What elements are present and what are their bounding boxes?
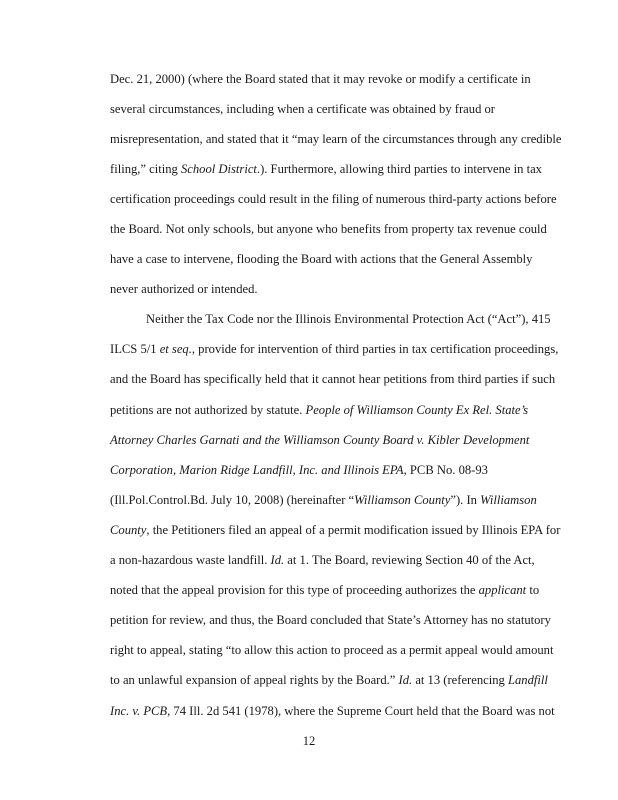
text-line: filing,” citing School District.). Furthermore, allowing third parties to intervene in tax bbox=[110, 162, 542, 176]
text-line: never authorized or intended. bbox=[110, 282, 258, 296]
text-line: County, the Petitioners filed an appeal of a permit modification issued by Illinois EPA for bbox=[110, 523, 561, 537]
text-line: petitions are not authorized by statute. People of Williamson County Ex Rel. State’s bbox=[110, 403, 529, 417]
text-line: several circumstances, including when a certificate was obtained by fraud or bbox=[110, 102, 496, 116]
text-line: misrepresentation, and stated that it “may learn of the circumstances through any credible bbox=[110, 132, 562, 146]
text-line: a non-hazardous waste landfill. Id. at 1. The Board, reviewing Section 40 of the Act, bbox=[110, 553, 535, 567]
text-line: the Board. Not only schools, but anyone who benefits from property tax revenue could bbox=[110, 222, 547, 236]
text-line: Dec. 21, 2000) (where the Board stated that it may revoke or modify a certificate in bbox=[110, 72, 531, 86]
text-line: certification proceedings could result in the filing of numerous third-party actions before bbox=[110, 192, 557, 206]
text-line: Corporation, Marion Ridge Landfill, Inc. and Illinois EPA, PCB No. 08-93 bbox=[110, 463, 488, 477]
text-line: Attorney Charles Garnati and the Williamson County Board v. Kibler Development bbox=[110, 433, 530, 447]
text-line: and the Board has specifically held that it cannot hear petitions from third parties if such bbox=[110, 372, 556, 386]
text-line: Inc. v. PCB, 74 Ill. 2d 541 (1978), where the Supreme Court held that the Board was not bbox=[110, 704, 555, 718]
text-line: petition for review, and thus, the Board concluded that State’s Attorney has no statutory bbox=[110, 613, 551, 627]
text-line: right to appeal, stating “to allow this action to proceed as a permit appeal would amount bbox=[110, 643, 554, 657]
text-line: have a case to intervene, flooding the Board with actions that the General Assembly bbox=[110, 252, 533, 266]
text-line: noted that the appeal provision for this type of proceeding authorizes the applicant to bbox=[110, 583, 540, 597]
text-line: (Ill.Pol.Control.Bd. July 10, 2008) (hereinafter “Williamson County”). In Williamson bbox=[110, 493, 537, 507]
page-number: 12 bbox=[302, 734, 316, 748]
text-line: to an unlawful expansion of appeal rights by the Board.” Id. at 13 (referencing Landfill bbox=[110, 673, 548, 687]
text-line: Neither the Tax Code nor the Illinois Environmental Protection Act (“Act”), 415 bbox=[146, 312, 551, 326]
text-line: ILCS 5/1 et seq., provide for intervention of third parties in tax certification proceedings, bbox=[110, 342, 559, 356]
